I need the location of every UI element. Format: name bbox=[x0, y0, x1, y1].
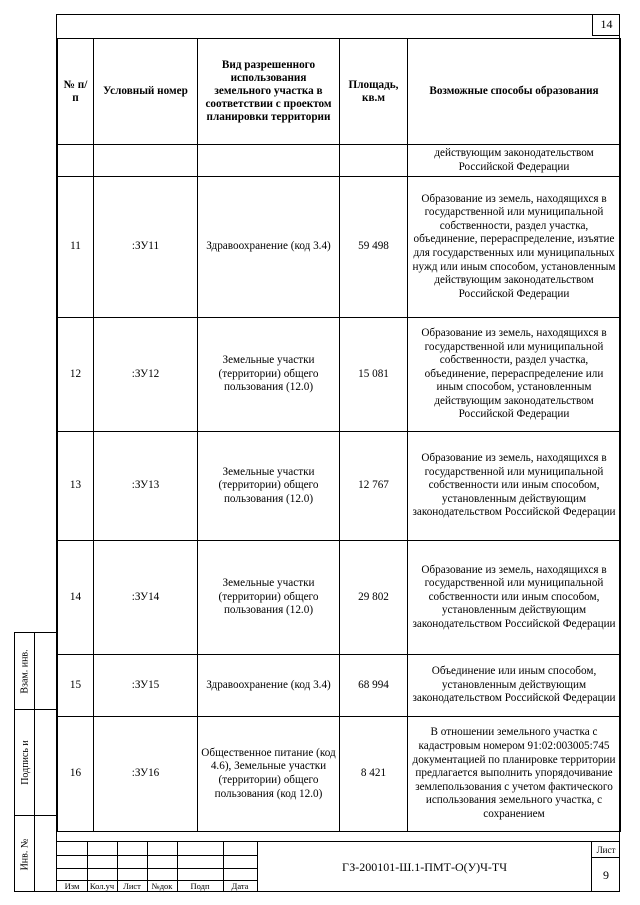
header-number: № п/п bbox=[58, 39, 94, 145]
cell-number: 15 bbox=[58, 655, 94, 717]
table-row bbox=[58, 717, 621, 832]
side-label-signature-date: Подпись и bbox=[19, 739, 31, 785]
grid-line bbox=[57, 868, 257, 869]
table-row bbox=[58, 655, 621, 717]
header-formation-methods: Возможные способы образования bbox=[408, 39, 621, 145]
cell-permitted-use bbox=[198, 145, 340, 177]
cell-area: 29 802 bbox=[340, 541, 408, 655]
document-code: ГЗ-200101-Ш.1-ПМТ-О(У)Ч-ТЧ bbox=[257, 842, 591, 892]
side-label-replacement-inventory: Взам. инв. bbox=[19, 648, 31, 694]
table-row bbox=[58, 177, 621, 318]
cell-number: 11 bbox=[58, 177, 94, 318]
grid-line bbox=[57, 855, 257, 856]
sheet-label: Лист bbox=[592, 842, 620, 858]
cell-formation-methods: Объединение или иным способом, установленным действующим законодательством Российской Федерации bbox=[408, 655, 621, 717]
cell-number: 16 bbox=[58, 717, 94, 832]
side-label-inventory-number: Инв. № bbox=[19, 838, 31, 870]
cell-permitted-use: Земельные участки (территории) общего пользования (12.0) bbox=[198, 541, 340, 655]
cell-permitted-use: Общественное питание (код 4.6), Земельные участки (территории) общего пользования (код 12.0) bbox=[198, 717, 340, 832]
label-change: Изм bbox=[64, 881, 80, 891]
cell-conditional-number bbox=[94, 145, 198, 177]
cell-conditional-number: :ЗУ15 bbox=[94, 655, 198, 717]
cell-area: 59 498 bbox=[340, 177, 408, 318]
table-row bbox=[58, 432, 621, 541]
cell-conditional-number: :ЗУ14 bbox=[94, 541, 198, 655]
label-quantity: Кол.уч bbox=[89, 881, 115, 891]
label-signature: Подп bbox=[190, 881, 210, 891]
table-row bbox=[58, 318, 621, 432]
title-block bbox=[57, 841, 620, 892]
cell-formation-methods: действующим законодательством Российской Федерации bbox=[408, 145, 621, 177]
cell-conditional-number: :ЗУ12 bbox=[94, 318, 198, 432]
cell-permitted-use: Здравоохранение (код 3.4) bbox=[198, 655, 340, 717]
cell-area: 12 767 bbox=[340, 432, 408, 541]
header-area: Площадь, кв.м bbox=[340, 39, 408, 145]
cell-number: 13 bbox=[58, 432, 94, 541]
table-header-row bbox=[58, 39, 621, 145]
sheet-cell bbox=[591, 842, 620, 892]
label-date: Дата bbox=[231, 881, 249, 891]
cell-number: 12 bbox=[58, 318, 94, 432]
cell-conditional-number: :ЗУ13 bbox=[94, 432, 198, 541]
cell-area: 8 421 bbox=[340, 717, 408, 832]
cell-formation-methods: В отношении земельного участка с кадастровым номером 91:02:003005:745 документацией по планировке территории предлагается выполнить упорядочивание землепользования с учетом фактического использования земельного участка, с сохранением bbox=[408, 717, 621, 832]
label-sheet: Лист bbox=[123, 881, 141, 891]
table-row-continuation bbox=[58, 145, 621, 177]
sheet-number: 9 bbox=[603, 868, 609, 882]
cell-number: 14 bbox=[58, 541, 94, 655]
side-stamp-strip bbox=[14, 632, 56, 892]
revision-labels bbox=[57, 880, 257, 892]
revision-grid bbox=[57, 842, 257, 892]
cell-formation-methods: Образование из земель, находящихся в государственной или муниципальной собственности, раздел участка, объединение, перераспределение или иным способом, установленным действующим законодательством Российской Федерации bbox=[408, 318, 621, 432]
label-doc-number: №док bbox=[151, 881, 173, 891]
cell-conditional-number: :ЗУ11 bbox=[94, 177, 198, 318]
cell-formation-methods: Образование из земель, находящихся в государственной или муниципальной собственности, раздел участка, объединение, перераспределение, изъятие для государственных или муниципальных нужд или иным способом, установленным действующим законодательством Российской Федерации bbox=[408, 177, 621, 318]
cell-conditional-number: :ЗУ16 bbox=[94, 717, 198, 832]
cell-number bbox=[58, 145, 94, 177]
cell-area bbox=[340, 145, 408, 177]
cell-permitted-use: Земельные участки (территории) общего пользования (12.0) bbox=[198, 318, 340, 432]
cell-formation-methods: Образование из земель, находящихся в государственной или муниципальной собственности или иным способом, установленным действующим законодательством Российской Федерации bbox=[408, 541, 621, 655]
cell-permitted-use: Здравоохранение (код 3.4) bbox=[198, 177, 340, 318]
top-page-number: 14 bbox=[592, 14, 620, 36]
cell-area: 15 081 bbox=[340, 318, 408, 432]
table-row bbox=[58, 541, 621, 655]
land-plots-table bbox=[57, 38, 621, 832]
header-permitted-use: Вид разрешенного использования земельного участка в соответствии с проектом планировки территории bbox=[198, 39, 340, 145]
header-conditional-number: Условный номер bbox=[94, 39, 198, 145]
cell-area: 68 994 bbox=[340, 655, 408, 717]
cell-formation-methods: Образование из земель, находящихся в государственной или муниципальной собственности или иным способом, установленным действующим законодательством Российской Федерации bbox=[408, 432, 621, 541]
cell-permitted-use: Земельные участки (территории) общего пользования (12.0) bbox=[198, 432, 340, 541]
